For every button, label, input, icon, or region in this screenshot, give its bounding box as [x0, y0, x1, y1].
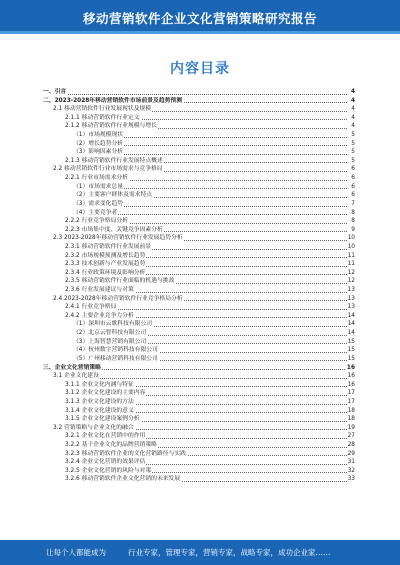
toc-page-number: 19: [347, 424, 355, 431]
toc-entry[interactable]: [43, 183, 355, 192]
toc-page-number: 8: [351, 209, 355, 216]
toc-page-number: 4: [350, 97, 355, 104]
toc-entry[interactable]: [43, 88, 355, 97]
toc-entry-text: （3）影响因素分析: [73, 149, 124, 156]
toc-entry[interactable]: [43, 217, 355, 226]
header-stripe: [0, 31, 400, 34]
toc-entry-text: 3.2.2 基于企业文化的品牌营销策略: [65, 441, 157, 448]
toc-page-number: 14: [347, 330, 355, 337]
toc-page-number: 5: [351, 157, 355, 164]
toc-entry-text: 3.1.5 企业文化建设案例分析: [65, 416, 140, 423]
toc-entry-text: 2.4.2 主要企业竞争力分析: [65, 312, 134, 319]
toc-entry[interactable]: [43, 475, 355, 484]
toc-entry-text: 2.2.3 市场集中度、关键竞争因素分析: [65, 226, 163, 233]
toc-entry-text: 2.3.2 市场规模预测及增长趋势: [65, 252, 146, 259]
toc-entry[interactable]: [43, 320, 355, 329]
toc-entry-text: （2）北京云智科技有限公司: [73, 330, 147, 337]
toc-entry-text: （4）杭州数字营销科技有限公司: [73, 347, 158, 354]
toc-page-number: 14: [347, 312, 355, 319]
page-header: [0, 0, 400, 34]
toc-entry-text: 3.1.1 企业文化内涵与特征: [65, 381, 134, 388]
toc-page-number: 17: [347, 398, 355, 405]
toc-page-number: 12: [347, 278, 355, 285]
toc-page-number: 7: [351, 200, 355, 207]
toc-entry-text: 2.4.1 行业竞争格局: [65, 304, 117, 311]
toc-entry-text: （4）主要竞争者: [73, 209, 118, 216]
toc-entry-text: 二、2023-2028年移动营销软件市场前景及趋势预测: [43, 97, 183, 104]
toc-page-number: 15: [347, 338, 355, 345]
toc-page-number: 10: [347, 235, 355, 242]
toc-entry[interactable]: [43, 243, 355, 252]
toc-entry-text: 2.3.5 移动营销软件行业面临的机遇与挑战: [65, 278, 175, 285]
toc-entry-text: （1）深圳市云歌科技有限公司: [73, 321, 153, 328]
toc-page-number: 18: [347, 416, 355, 423]
toc-entry[interactable]: [43, 114, 355, 123]
toc-entry-text: 2.2.2 行业竞争格局分析: [65, 218, 128, 225]
toc-page-number: 15: [347, 355, 355, 362]
toc-entry[interactable]: [43, 372, 355, 381]
toc-page-number: 16: [346, 364, 355, 371]
toc-entry-text: （5）广州移动营销科技有限公司: [73, 355, 158, 362]
toc-page-number: 5: [351, 149, 355, 156]
toc-entry[interactable]: [43, 131, 355, 140]
toc-entry[interactable]: [43, 303, 355, 312]
toc-leader-dots: [43, 94, 347, 95]
toc-entry-text: 2.3.6 行业发展建议与对策: [65, 287, 134, 294]
toc-entry[interactable]: [43, 312, 355, 321]
toc-page-number: 13: [347, 295, 355, 302]
toc-entry[interactable]: [43, 148, 355, 157]
toc-entry[interactable]: [43, 157, 355, 166]
toc-page-number: 14: [347, 321, 355, 328]
toc-entry-text: 3.2.6 移动营销软件企业文化营销的未来发展: [65, 476, 181, 483]
toc-page-number: 13: [347, 287, 355, 294]
toc-page-number: 27: [347, 433, 355, 440]
toc-page-number: 5: [351, 132, 355, 139]
toc-entry-text: 3.1.2 企业文化建设的主要内容: [65, 390, 146, 397]
toc-entry-text: 2.3 2023-2028年移动营销软件行业发展趋势分析: [53, 235, 183, 242]
toc-entry[interactable]: [43, 260, 355, 269]
toc-page-number: 6: [351, 183, 355, 190]
toc-entry-text: 三、企业文化营销策略: [43, 364, 101, 371]
toc-entry-text: 2.2.1 行业市场需求分析: [65, 175, 128, 182]
toc-entry[interactable]: [43, 269, 355, 278]
toc-page-number: 4: [351, 123, 355, 130]
toc-entry-text: （2）增长趋势分析: [73, 140, 124, 147]
toc-entry[interactable]: [43, 209, 355, 218]
toc-entry[interactable]: [43, 441, 355, 450]
toc-page-number: 17: [347, 390, 355, 397]
toc-entry-text: 2.1 移动营销软件行业发展现状及规模: [53, 106, 152, 113]
toc-entry[interactable]: [43, 174, 355, 183]
toc-entry-text: 3.1.4 企业文化建设的意义: [65, 407, 134, 414]
toc-entry[interactable]: [43, 105, 355, 114]
toc-page-number: 31: [347, 459, 355, 466]
toc-page-number: 11: [347, 261, 355, 268]
page-footer: [0, 540, 400, 565]
toc-entry[interactable]: [43, 346, 355, 355]
toc-entry-text: 3.2.4 企业文化营销的效果评估: [65, 459, 146, 466]
toc-entry-text: （3）需求变化趋势: [73, 200, 124, 207]
toc-entry[interactable]: [43, 97, 355, 106]
toc-entry[interactable]: [43, 200, 355, 209]
toc-entry[interactable]: [43, 252, 355, 261]
toc-entry-text: 2.1.3 移动营销软件行业发展特点概述: [65, 157, 163, 164]
toc-entry[interactable]: [43, 226, 355, 235]
toc-page-number: 10: [347, 243, 355, 250]
toc-page-number: 8: [351, 218, 355, 225]
toc-entry-text: 2.1.2 移动营销软件行业规模与增长: [65, 123, 157, 130]
toc-entry[interactable]: [43, 329, 355, 338]
toc-page-number: 4: [350, 89, 355, 95]
toc-entry[interactable]: [43, 234, 355, 243]
toc-entry-text: 3.1 企业文化建设: [53, 373, 99, 380]
toc-entry-text: （1）市场规模现状: [73, 132, 124, 139]
toc-entry-text: 3.2.3 移动营销软件企业的文化营销路径与实践: [65, 450, 186, 457]
toc-entry-text: （1）市场需求总量: [73, 183, 124, 190]
toc-entry-text: 2.1.1 移动营销软件行业定义: [65, 114, 140, 121]
toc-page-number: 11: [347, 252, 355, 259]
toc-entry-text: 一、引言: [43, 89, 67, 95]
toc-page-number: 12: [347, 269, 355, 276]
toc-entry[interactable]: [43, 191, 355, 200]
toc-entry[interactable]: [43, 277, 355, 286]
toc-page-number: 15: [347, 347, 355, 354]
toc-entry-text: 2.2 移动营销软件行业市场需求与竞争格局: [53, 166, 163, 173]
toc-entry[interactable]: [43, 407, 355, 416]
toc-entry-text: 3.2.1 企业文化在营销中的作用: [65, 433, 146, 440]
toc-entry-text: （2）主要客户群体及需求特点: [73, 192, 153, 199]
toc-page-number: 5: [351, 140, 355, 147]
toc-page-number: 29: [347, 450, 355, 457]
toc-page-number: 4: [351, 114, 355, 121]
toc-page-number: 4: [351, 106, 355, 113]
toc-entry-text: 2.4 2023-2028年移动营销软件行业竞争格局分析: [53, 295, 183, 302]
toc-entry[interactable]: [43, 295, 355, 304]
toc-entry[interactable]: [43, 389, 355, 398]
toc-entry[interactable]: [43, 467, 355, 476]
toc-page-number: 6: [351, 175, 355, 182]
toc-page-number: 16: [347, 381, 355, 388]
toc-entry[interactable]: [43, 122, 355, 131]
toc-entry-text: （3）上海智慧营销有限公司: [73, 338, 147, 345]
toc-entry[interactable]: [43, 450, 355, 459]
toc-heading: 内容目录: [170, 61, 230, 77]
toc-page-number: 6: [351, 166, 355, 173]
footer-slogan-right: 行业专家，管理专家，营销专家，战略专家，成功企业家……: [128, 548, 331, 557]
toc-page-number: 33: [347, 476, 355, 483]
toc-entry[interactable]: [43, 424, 355, 433]
toc-entry[interactable]: [43, 140, 355, 149]
toc-entry[interactable]: [43, 381, 355, 390]
toc-entry-text: 3.1.3 企业文化建设的方法: [65, 398, 134, 405]
toc-entry-text: 2.3.1 移动营销软件行业发展前景: [65, 243, 152, 250]
toc-entry[interactable]: [43, 415, 355, 424]
footer-slogan-left: 让每个人都能成为: [46, 548, 106, 557]
report-title: 移动营销软件企业文化营销策略研究报告: [82, 11, 317, 26]
toc-entry[interactable]: [43, 338, 355, 347]
toc-entry-text: 2.3.4 行业政策环境及影响分析: [65, 269, 146, 276]
toc-entry[interactable]: [43, 364, 355, 373]
toc-entry[interactable]: [43, 398, 355, 407]
toc-page-number: 32: [347, 467, 355, 474]
toc-entry-text: 3.2.5 企业文化营销的风险与对策: [65, 467, 152, 474]
toc-page-number: 9: [351, 226, 355, 233]
toc-entry[interactable]: [43, 286, 355, 295]
toc-page-number: 18: [347, 407, 355, 414]
toc-entry[interactable]: [43, 355, 355, 364]
toc-page-number: 28: [347, 441, 355, 448]
toc-entry[interactable]: [43, 458, 355, 467]
toc-entry[interactable]: [43, 432, 355, 441]
toc-entry[interactable]: [43, 165, 355, 174]
toc-page-number: 13: [347, 304, 355, 311]
toc-page-number: 6: [351, 192, 355, 199]
table-of-contents: [43, 88, 355, 484]
toc-page-number: 16: [347, 373, 355, 380]
toc-entry-text: 2.3.3 技术创新与产业发展趋势: [65, 261, 146, 268]
toc-entry-text: 3.2 营销策略与企业文化的融合: [53, 424, 134, 431]
